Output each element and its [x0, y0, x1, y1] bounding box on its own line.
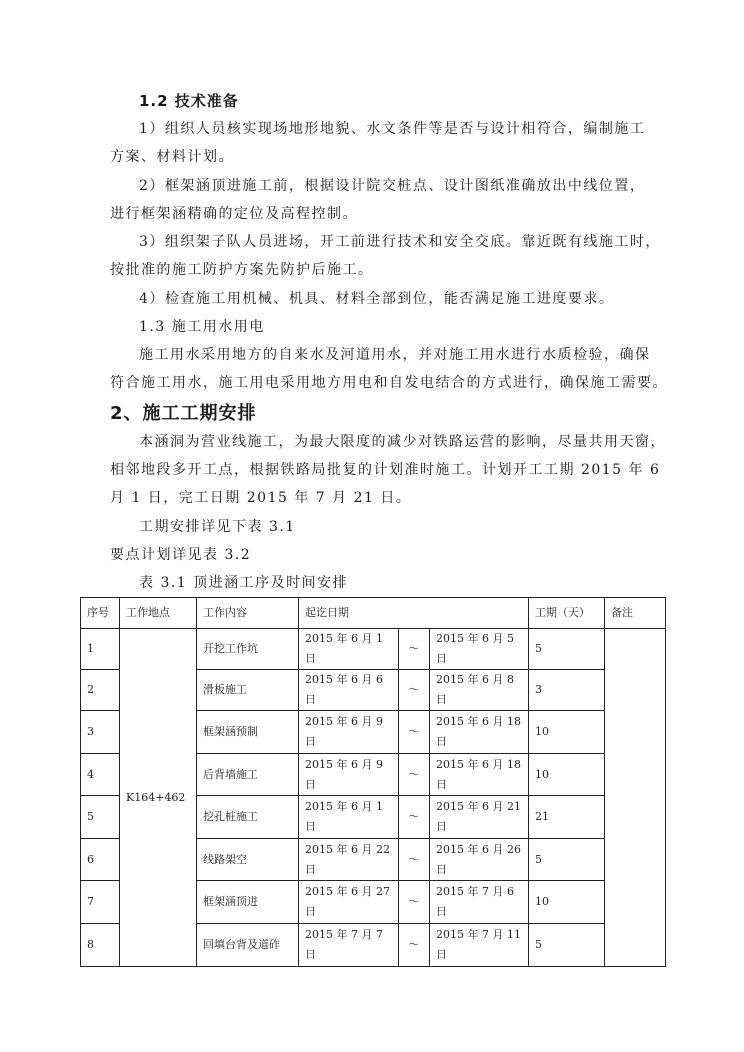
section-1-2-title: 1.2 技术准备: [139, 92, 239, 110]
row-start-date: 2015 年 7 月 7 日: [299, 924, 399, 967]
row-no: 7: [81, 881, 120, 924]
row-no: 2: [81, 670, 120, 711]
row-start-date: 2015 年 6 月 6 日: [299, 670, 399, 711]
row-duration: 10: [529, 711, 605, 754]
item-2-line-2: 进行框架涵精确的定位及高程控制。: [110, 206, 358, 222]
row-duration: 3: [529, 670, 605, 711]
section-1-3-para-line-2: 符合施工用水，施工用电采用地方用电和自发电结合的方式进行，确保施工需要。: [110, 375, 668, 391]
item-3-line-1: 3）组织架子队人员进场，开工前进行技术和安全交底。靠近既有线施工时，: [139, 234, 661, 250]
row-end-date: 2015 年 6 月 26 日: [430, 839, 529, 881]
row-content: 后背墙施工: [197, 754, 299, 796]
item-1-line-2: 方案、材料计划。: [110, 149, 234, 165]
location-cell: K164+462: [120, 629, 197, 967]
item-2-line-1: 2）框架涵顶进施工前，根据设计院交桩点、设计图纸准确放出中线位置，: [139, 178, 646, 194]
row-duration: 5: [529, 924, 605, 967]
row-end-date: 2015 年 6 月 18 日: [430, 754, 529, 796]
row-no: 8: [81, 924, 120, 967]
row-start-date: 2015 年 6 月 9 日: [299, 754, 399, 796]
row-date-separator: ～: [399, 711, 430, 754]
row-date-separator: ～: [399, 881, 430, 924]
row-content: 回填台背及道砟: [197, 924, 299, 967]
row-start-date: 2015 年 6 月 22 日: [299, 839, 399, 881]
row-date-separator: ～: [399, 754, 430, 796]
section-1-3-title: 1.3 施工用水用电: [139, 319, 265, 335]
row-end-date: 2015 年 6 月 8 日: [430, 670, 529, 711]
table-header-row: [81, 598, 666, 629]
row-start-date: 2015 年 6 月 27 日: [299, 881, 399, 924]
table-3-2-reference: 要点计划详见表 3.2: [110, 547, 252, 563]
row-no: 6: [81, 839, 120, 881]
section-1-3-para-line-1: 施工用水采用地方的自来水及河道用水，并对施工用水进行水质检验，确保: [139, 347, 651, 363]
row-no: 5: [81, 796, 120, 839]
row-start-date: 2015 年 6 月 1 日: [299, 629, 399, 670]
row-no: 3: [81, 711, 120, 754]
row-date-separator: ～: [399, 924, 430, 967]
header-no: 序号: [81, 598, 120, 629]
item-1-line-1: 1）组织人员核实现场地形地貌、水文条件等是否与设计相符合，编制施工: [139, 121, 646, 137]
item-4-line-1: 4）检查施工用机械、机具、材料全部到位，能否满足施工进度要求。: [139, 291, 615, 307]
row-duration: 21: [529, 796, 605, 839]
row-date-separator: ～: [399, 670, 430, 711]
table-row: [81, 629, 666, 670]
row-content: 开挖工作坑: [197, 629, 299, 670]
row-end-date: 2015 年 6 月 21 日: [430, 796, 529, 839]
row-no: 4: [81, 754, 120, 796]
row-date-separator: ～: [399, 629, 430, 670]
remarks-cell: [605, 629, 666, 967]
row-duration: 5: [529, 629, 605, 670]
row-start-date: 2015 年 6 月 1 日: [299, 796, 399, 839]
section-2-para-line-1: 本涵洞为营业线施工，为最大限度的减少对铁路运营的影响，尽量共用天窗，: [139, 434, 666, 450]
header-duration: 工期（天）: [529, 598, 605, 629]
header-remarks: 备注: [605, 598, 666, 629]
row-content: 线路架空: [197, 839, 299, 881]
row-start-date: 2015 年 6 月 9 日: [299, 711, 399, 754]
row-content: 挖孔桩施工: [197, 796, 299, 839]
header-dates: 起讫日期: [299, 598, 529, 629]
row-duration: 10: [529, 754, 605, 796]
section-2-para-line-2: 相邻地段多开工点，根据铁路局批复的计划准时施工。计划开工工期 2015 年 6: [110, 462, 661, 478]
row-content: 框架涵顶进: [197, 881, 299, 924]
schedule-table: [80, 597, 666, 967]
section-2-para-line-3: 月 1 日，完工日期 2015 年 7 月 21 日。: [110, 490, 412, 506]
row-date-separator: ～: [399, 839, 430, 881]
section-2-title: 2、施工工期安排: [110, 403, 257, 424]
row-duration: 10: [529, 881, 605, 924]
row-date-separator: ～: [399, 796, 430, 839]
table-caption: 表 3.1 顶进涵工序及时间安排: [139, 575, 349, 591]
item-3-line-2: 按批准的施工防护方案先防护后施工。: [110, 262, 374, 278]
row-end-date: 2015 年 7 月 6 日: [430, 881, 529, 924]
row-content: 框架涵预制: [197, 711, 299, 754]
header-location: 工作地点: [120, 598, 197, 629]
row-content: 滑板施工: [197, 670, 299, 711]
table-3-1-reference: 工期安排详见下表 3.1: [139, 519, 296, 535]
row-no: 1: [81, 629, 120, 670]
row-end-date: 2015 年 6 月 5 日: [430, 629, 529, 670]
header-content: 工作内容: [197, 598, 299, 629]
row-duration: 5: [529, 839, 605, 881]
row-end-date: 2015 年 7 月 11 日: [430, 924, 529, 967]
row-end-date: 2015 年 6 月 18 日: [430, 711, 529, 754]
